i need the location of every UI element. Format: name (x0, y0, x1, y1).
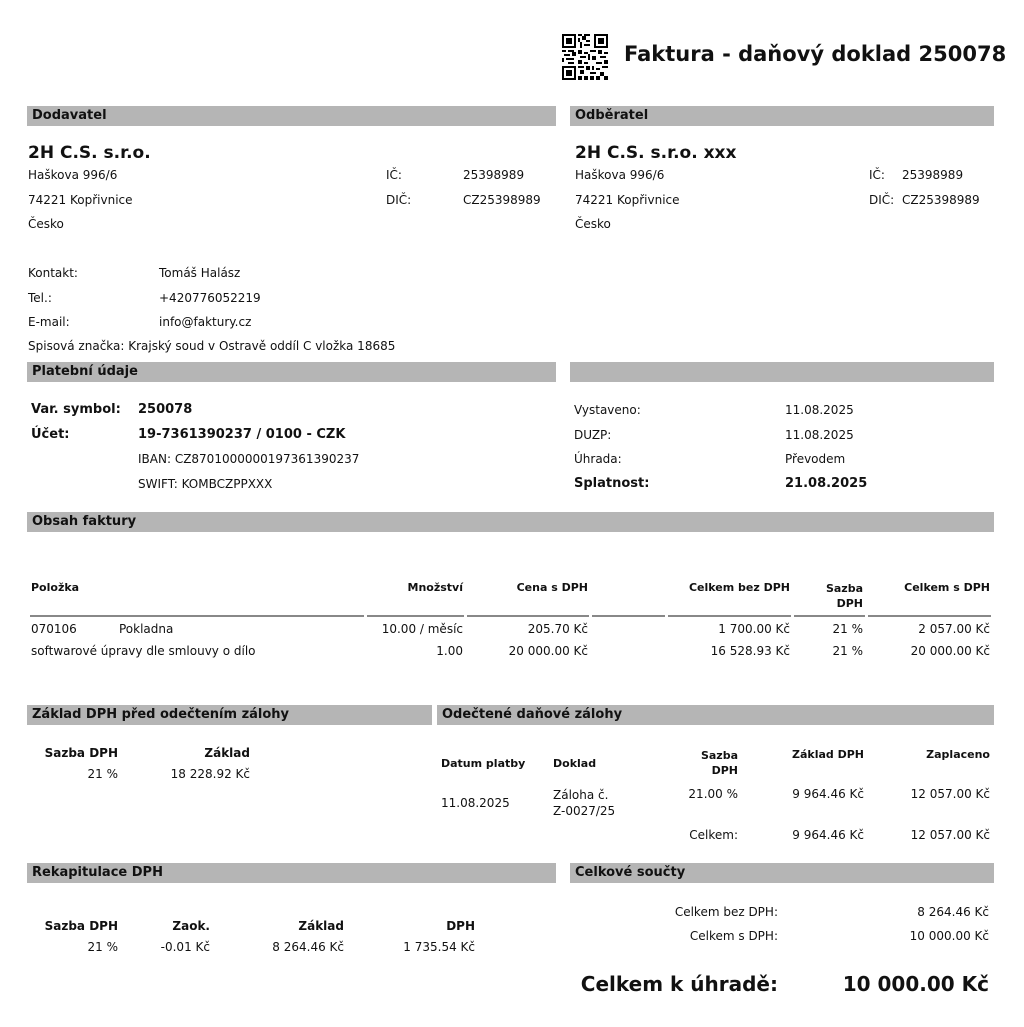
section-bar-customer: Odběratel (570, 106, 994, 126)
row-total-excl: 16 528.93 Kč (710, 644, 790, 658)
col-header-item: Položka (31, 581, 80, 594)
header-rule-item (30, 615, 364, 617)
deposits-col-doc: Doklad (553, 757, 597, 770)
duzp-value: 11.08.2025 (785, 427, 854, 442)
vat-base-rate: 21 % (87, 767, 118, 781)
table-row (0, 622, 1024, 640)
row-total-excl: 1 700.00 Kč (718, 622, 790, 636)
account-label: Účet: (31, 426, 70, 442)
customer-city: 74221 Kopřivnice (575, 192, 680, 207)
col-header-total-excl: Celkem bez DPH (688, 581, 790, 594)
deposit-date: 11.08.2025 (441, 796, 510, 810)
dates-values (785, 398, 867, 496)
dates-labels (574, 398, 649, 496)
section-bar-totals: Celkové součty (570, 863, 994, 883)
row-unit-price: 205.70 Kč (527, 622, 588, 636)
supplier-dic-value: CZ25398989 (463, 192, 541, 207)
contact-value: Tomáš Halász (159, 266, 241, 280)
section-bar-payment: Platební údaje (27, 362, 556, 382)
payment-method-value: Převodem (785, 452, 846, 466)
table-row (0, 644, 1024, 662)
recap-col-base: Základ (298, 919, 344, 933)
account-value: 19-7361390237 / 0100 - CZK (138, 426, 346, 442)
customer-address (575, 163, 680, 237)
supplier-ids-labels (386, 163, 411, 212)
deposit-doc (553, 787, 615, 819)
header-rule-gap (592, 615, 665, 617)
deposit-rate: 21.00 % (688, 787, 738, 801)
vat-base-col-base: Základ (204, 746, 250, 760)
payment-values (138, 398, 359, 496)
var-symbol-value: 250078 (138, 402, 193, 417)
customer-dic-label: DIČ: (869, 192, 895, 207)
section-bar-dates (570, 362, 994, 382)
deposits-col-base: Základ DPH (791, 748, 864, 761)
registry-note: Spisová značka: Krajský soud v Ostravě oddíl C vložka 18685 (28, 339, 396, 353)
email-value[interactable]: info@faktury.cz (159, 315, 252, 329)
row-name: softwarové úpravy dle smlouvy o dílo (31, 644, 256, 658)
recap-col-vat: DPH (446, 919, 475, 933)
section-bar-deposits: Odečtené daňové zálohy (437, 705, 994, 725)
issued-label: Vystaveno: (574, 403, 641, 417)
vat-base-value: 18 228.92 Kč (170, 767, 250, 781)
deposits-total-label: Celkem: (689, 828, 738, 842)
recap-rate: 21 % (87, 940, 118, 954)
vat-base-col-rate: Sazba DPH (44, 746, 118, 760)
header-rule-vat-rate (794, 615, 865, 617)
col-header-total-incl: Celkem s DPH (904, 581, 990, 594)
header-rule-total-incl (868, 615, 991, 617)
total-excl-label: Celkem bez DPH: (674, 905, 778, 919)
header-rule-qty (367, 615, 464, 617)
recap-round: -0.01 Kč (160, 940, 210, 954)
due-date-value: 21.08.2025 (785, 475, 868, 491)
payment-labels (31, 398, 121, 447)
customer-ids-values (902, 163, 980, 212)
col-header-vat-rate-line1: Sazba (825, 582, 863, 595)
supplier-street: Haškova 996/6 (28, 168, 118, 182)
customer-ids-labels (869, 163, 894, 212)
duzp-label: DUZP: (574, 427, 612, 442)
col-header-vat-rate-line2: DPH (836, 597, 863, 610)
swift-value: SWIFT: KOMBCZPPXXX (138, 476, 273, 491)
deposit-base: 9 964.46 Kč (792, 787, 864, 801)
deposits-total-base: 9 964.46 Kč (792, 828, 864, 842)
section-bar-supplier: Dodavatel (27, 106, 556, 126)
recap-base: 8 264.46 Kč (272, 940, 344, 954)
qr-code-icon (562, 34, 608, 80)
deposits-col-rate-line1: Sazba (700, 749, 738, 762)
supplier-name: 2H C.S. s.r.o. (28, 143, 151, 163)
recap-col-rate: Sazba DPH (44, 919, 118, 933)
row-vat-rate: 21 % (832, 644, 863, 658)
deposits-col-rate-line2: DPH (711, 764, 738, 777)
row-total-incl: 20 000.00 Kč (910, 644, 990, 658)
row-name: Pokladna (119, 622, 174, 636)
due-date-label: Splatnost: (574, 475, 650, 491)
supplier-ic-label: IČ: (386, 168, 402, 182)
supplier-ids-values (463, 163, 541, 212)
row-code: 070106 (31, 622, 77, 636)
recap-vat: 1 735.54 Kč (403, 940, 475, 954)
total-excl-value: 8 264.46 Kč (917, 905, 989, 919)
supplier-contact-labels (28, 261, 78, 335)
supplier-ic-value: 25398989 (463, 168, 525, 182)
deposits-col-paid: Zaplaceno (926, 748, 990, 761)
row-qty: 10.00 / měsíc (381, 622, 463, 636)
total-incl-label: Celkem s DPH: (689, 929, 778, 943)
supplier-contact-values (159, 261, 261, 335)
section-bar-vat-base: Základ DPH před odečtením zálohy (27, 705, 432, 725)
section-bar-items: Obsah faktury (27, 512, 994, 532)
customer-name: 2H C.S. s.r.o. xxx (575, 143, 737, 163)
deposit-paid: 12 057.00 Kč (910, 787, 990, 801)
row-qty: 1.00 (436, 644, 463, 658)
row-total-incl: 2 057.00 Kč (918, 622, 990, 636)
row-vat-rate: 21 % (832, 622, 863, 636)
email-label: E-mail: (28, 315, 70, 329)
customer-country: Česko (575, 217, 611, 231)
col-header-qty: Množství (407, 581, 463, 594)
customer-street: Haškova 996/6 (575, 168, 665, 182)
var-symbol-label: Var. symbol: (31, 402, 121, 417)
recap-col-round: Zaok. (172, 919, 210, 933)
header-rule-total-excl (668, 615, 791, 617)
total-incl-value: 10 000.00 Kč (909, 929, 989, 943)
tel-value: +420776052219 (159, 290, 261, 305)
col-header-vat-rate (800, 581, 863, 611)
supplier-dic-label: DIČ: (386, 192, 412, 207)
deposits-col-date: Datum platby (441, 757, 526, 770)
iban-value: IBAN: CZ8701000000197361390237 (138, 452, 360, 466)
issued-value: 11.08.2025 (785, 403, 854, 417)
header-rule-unit-price (467, 615, 589, 617)
row-unit-price: 20 000.00 Kč (508, 644, 588, 658)
grand-total-label: Celkem k úhradě: (580, 972, 778, 996)
customer-dic-value: CZ25398989 (902, 192, 980, 207)
deposits-total-paid: 12 057.00 Kč (910, 828, 990, 842)
invoice-title: Faktura - daňový doklad 250078 (624, 42, 1007, 66)
customer-ic-label: IČ: (869, 168, 885, 182)
payment-method-label: Úhrada: (574, 452, 622, 466)
deposit-doc-line1: Záloha č. (553, 788, 609, 802)
supplier-address (28, 163, 133, 237)
supplier-country: Česko (28, 217, 64, 231)
col-header-unit-price: Cena s DPH (516, 581, 588, 594)
supplier-city: 74221 Kopřivnice (28, 192, 133, 207)
deposit-doc-line2: Z-0027/25 (553, 804, 616, 818)
grand-total-value: 10 000.00 Kč (842, 972, 989, 996)
contact-label: Kontakt: (28, 266, 78, 280)
tel-label: Tel.: (28, 290, 52, 305)
deposits-col-rate (680, 748, 738, 778)
customer-ic-value: 25398989 (902, 168, 964, 182)
section-bar-vat-recap: Rekapitulace DPH (27, 863, 556, 883)
